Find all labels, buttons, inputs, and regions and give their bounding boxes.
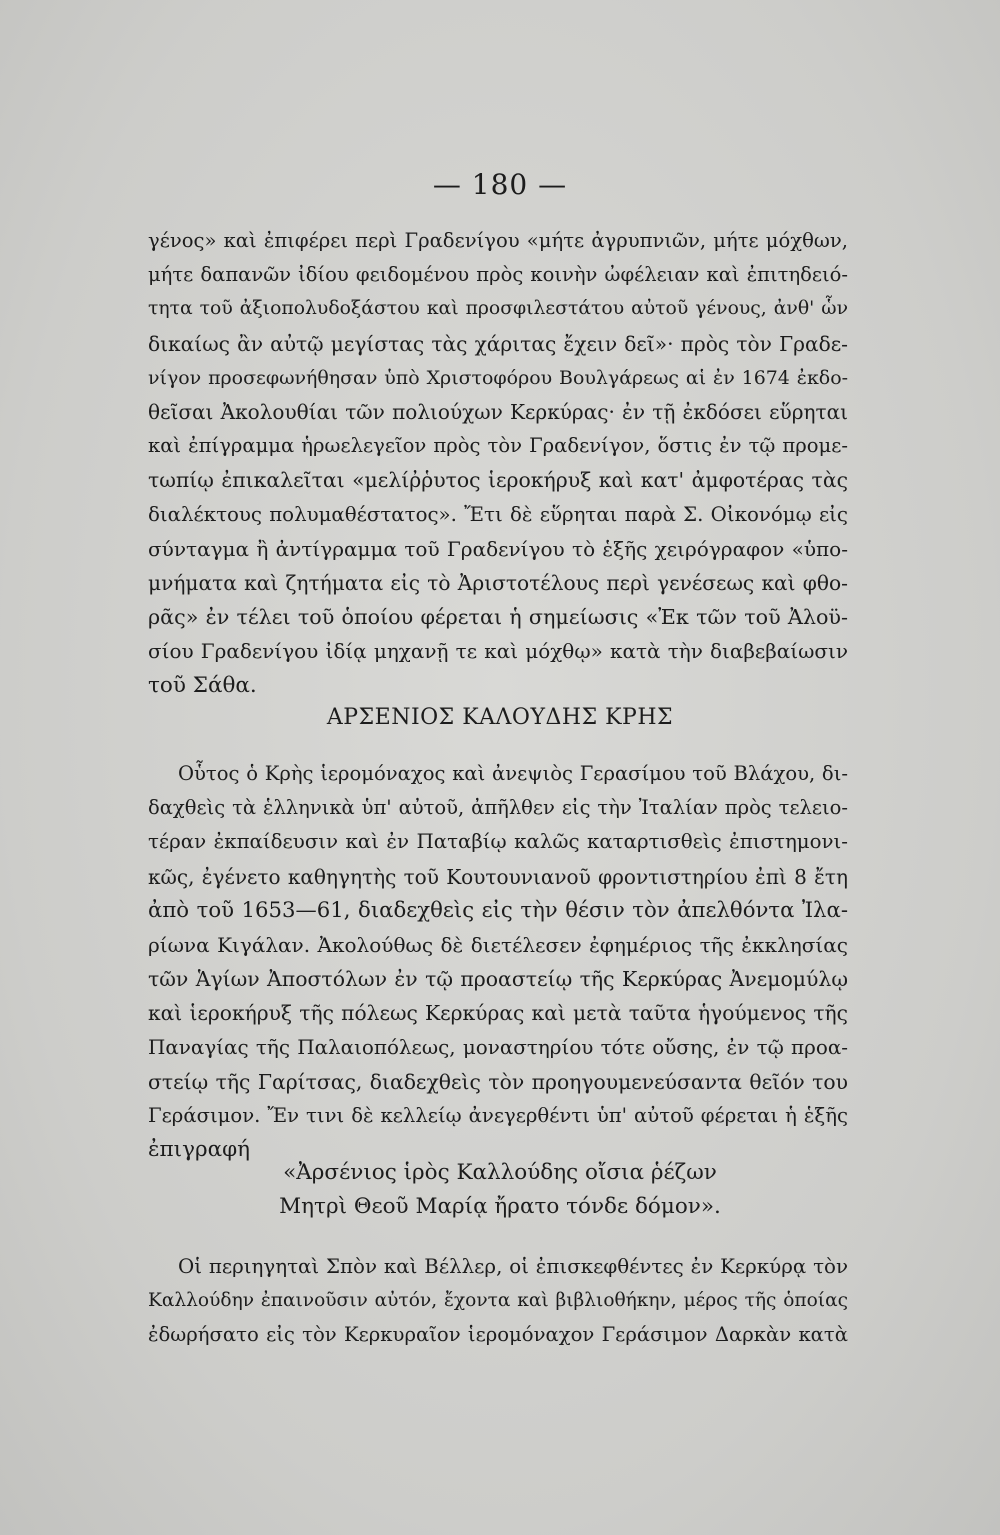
text-line: καὶ ἱεροκήρυξ τῆς πόλεως Κερκύρας καὶ μετὰ ταῦτα ἡγούμενος τῆς (148, 1001, 848, 1026)
paragraph-2 (148, 757, 848, 1167)
text-line: δικαίως ἂν αὐτῷ μεγίστας τὰς χάριτας ἔχειν δεῖ»· πρὸς τὸν Γραδε- (148, 331, 848, 356)
text-line: τοῦ Σάθα. (148, 672, 257, 698)
text-line: σίου Γραδενίγου ἰδίᾳ μηχανῇ τε καὶ μόχθῳ» κατὰ τὴν διαβεβαίωσιν (148, 639, 848, 664)
text-line: ἐδωρήσατο εἰς τὸν Κερκυραῖον ἱερομόναχον Γεράσιμον Δαρκὰν κατὰ (148, 1323, 848, 1347)
text-line: καὶ ἐπίγραμμα ἡρωελεγεῖον πρὸς τὸν Γραδενίγον, ὅστις ἐν τῷ προμε- (148, 434, 848, 458)
text-line: τωπίῳ ἐπικαλεῖται «μελίῤῥυτος ἱεροκήρυξ καὶ κατ' ἀμφοτέρας τὰς (148, 468, 848, 493)
text-line: ἐπιγραφή (148, 1137, 251, 1163)
text-line: τῶν Ἁγίων Ἀποστόλων ἐν τῷ προαστείῳ τῆς Κερκύρας Ἀνεμομύλῳ (148, 967, 848, 992)
paragraph-3 (148, 1250, 848, 1353)
text-line: τητα τοῦ ἀξιοπολυδοξάστου καὶ προσφιλεστάτου αὐτοῦ γένους, ἀνθ' ὧν (148, 298, 848, 320)
verse-line: «Ἀρσένιος ἱρὸς Καλλούδης οἴσια ῥέζων (283, 1160, 717, 1185)
text-line: θεῖσαι Ἀκολουθίαι τῶν πολιούχων Κερκύρας· ἐν τῇ ἐκδόσει εὕρηται (148, 400, 848, 425)
text-line: νίγον προσεφωνήθησαν ὑπὸ Χριστοφόρου Βουλγάρεως αἱ ἐν 1674 ἐκδο- (148, 366, 848, 389)
text-line: ἀπὸ τοῦ 1653—61, διαδεχθεὶς εἰς τὴν θέσιν τὸν ἀπελθόντα Ἰλα- (148, 897, 848, 923)
text-line: ρίωνα Κιγάλαν. Ἀκολούθως δὲ διετέλεσεν ἐφημέριος τῆς ἐκκλησίας (148, 933, 848, 958)
text-line: Παναγίας τῆς Παλαιοπόλεως, μοναστηρίου τότε οὔσης, ἐν τῷ προα- (148, 1035, 848, 1059)
text-line: σύνταγμα ἢ ἀντίγραμμα τοῦ Γραδενίγου τὸ ἑξῆς χειρόγραφον «ὑπο- (148, 536, 848, 561)
verse-line: Μητρὶ Θεοῦ Μαρίᾳ ἤρατο τόνδε δόμον». (279, 1194, 721, 1219)
text-line: δαχθεὶς τὰ ἑλληνικὰ ὑπ' αὐτοῦ, ἀπῆλθεν εἰς τὴν Ἰταλίαν πρὸς τελειο- (148, 796, 848, 820)
text-line: μήτε δαπανῶν ἰδίου φειδομένου πρὸς κοινὴν ὠφέλειαν καὶ ἐπιτηδειό- (148, 263, 848, 287)
text-line: γένος» καὶ ἐπιφέρει περὶ Γραδενίγου «μήτε ἀγρυπνιῶν, μήτε μόχθων, (148, 229, 848, 252)
text-line: Καλλούδην ἐπαινοῦσιν αὐτόν, ἔχοντα καὶ βιβλιοθήκην, μέρος τῆς ὁποίας (148, 1290, 848, 1312)
text-line: ρᾶς» ἐν τέλει τοῦ ὁποίου φέρεται ἡ σημείωσις «Ἐκ τῶν τοῦ Ἀλοϋ- (148, 605, 848, 630)
page-number: — 180 — (432, 168, 568, 201)
text-line: τέραν ἐκπαίδευσιν καὶ ἐν Παταβίῳ καλῶς καταρτισθεὶς ἐπιστημονι- (148, 830, 848, 854)
text-line: μνήματα καὶ ζητήματα εἰς τὸ Ἀριστοτέλους περὶ γενέσεως καὶ φθο- (148, 571, 848, 596)
section-heading: ΑΡΣΕΝΙΟΣ ΚΑΛΟΥΔΗΣ ΚΡΗΣ (326, 705, 674, 730)
paragraph-1 (148, 224, 848, 703)
text-line: Γεράσιμον. Ἔν τινι δὲ κελλείῳ ἀνεγερθέντι ὑπ' αὐτοῦ φέρεται ἡ ἑξῆς (148, 1104, 848, 1128)
text-line: κῶς, ἐγένετο καθηγητὴς τοῦ Κουτουνιανοῦ φροντιστηρίου ἐπὶ 8 ἔτη (148, 864, 848, 889)
text-line: Οὗτος ὁ Κρὴς ἱερομόναχος καὶ ἀνεψιὸς Γερασίμου τοῦ Βλάχου, δι- (178, 762, 848, 785)
text-line: διαλέκτους πολυμαθέστατος». Ἔτι δὲ εὕρηται παρὰ Σ. Οἰκονόμῳ εἰς (148, 502, 848, 526)
text-line: στείῳ τῆς Γαρίτσας, διαδεχθεὶς τὸν προηγουμενεύσαντα θεῖόν του (148, 1069, 848, 1094)
text-line: Οἱ περιηγηταὶ Σπὸν καὶ Βέλλερ, οἱ ἐπισκεφθέντες ἐν Κερκύρᾳ τὸν (178, 1255, 848, 1278)
